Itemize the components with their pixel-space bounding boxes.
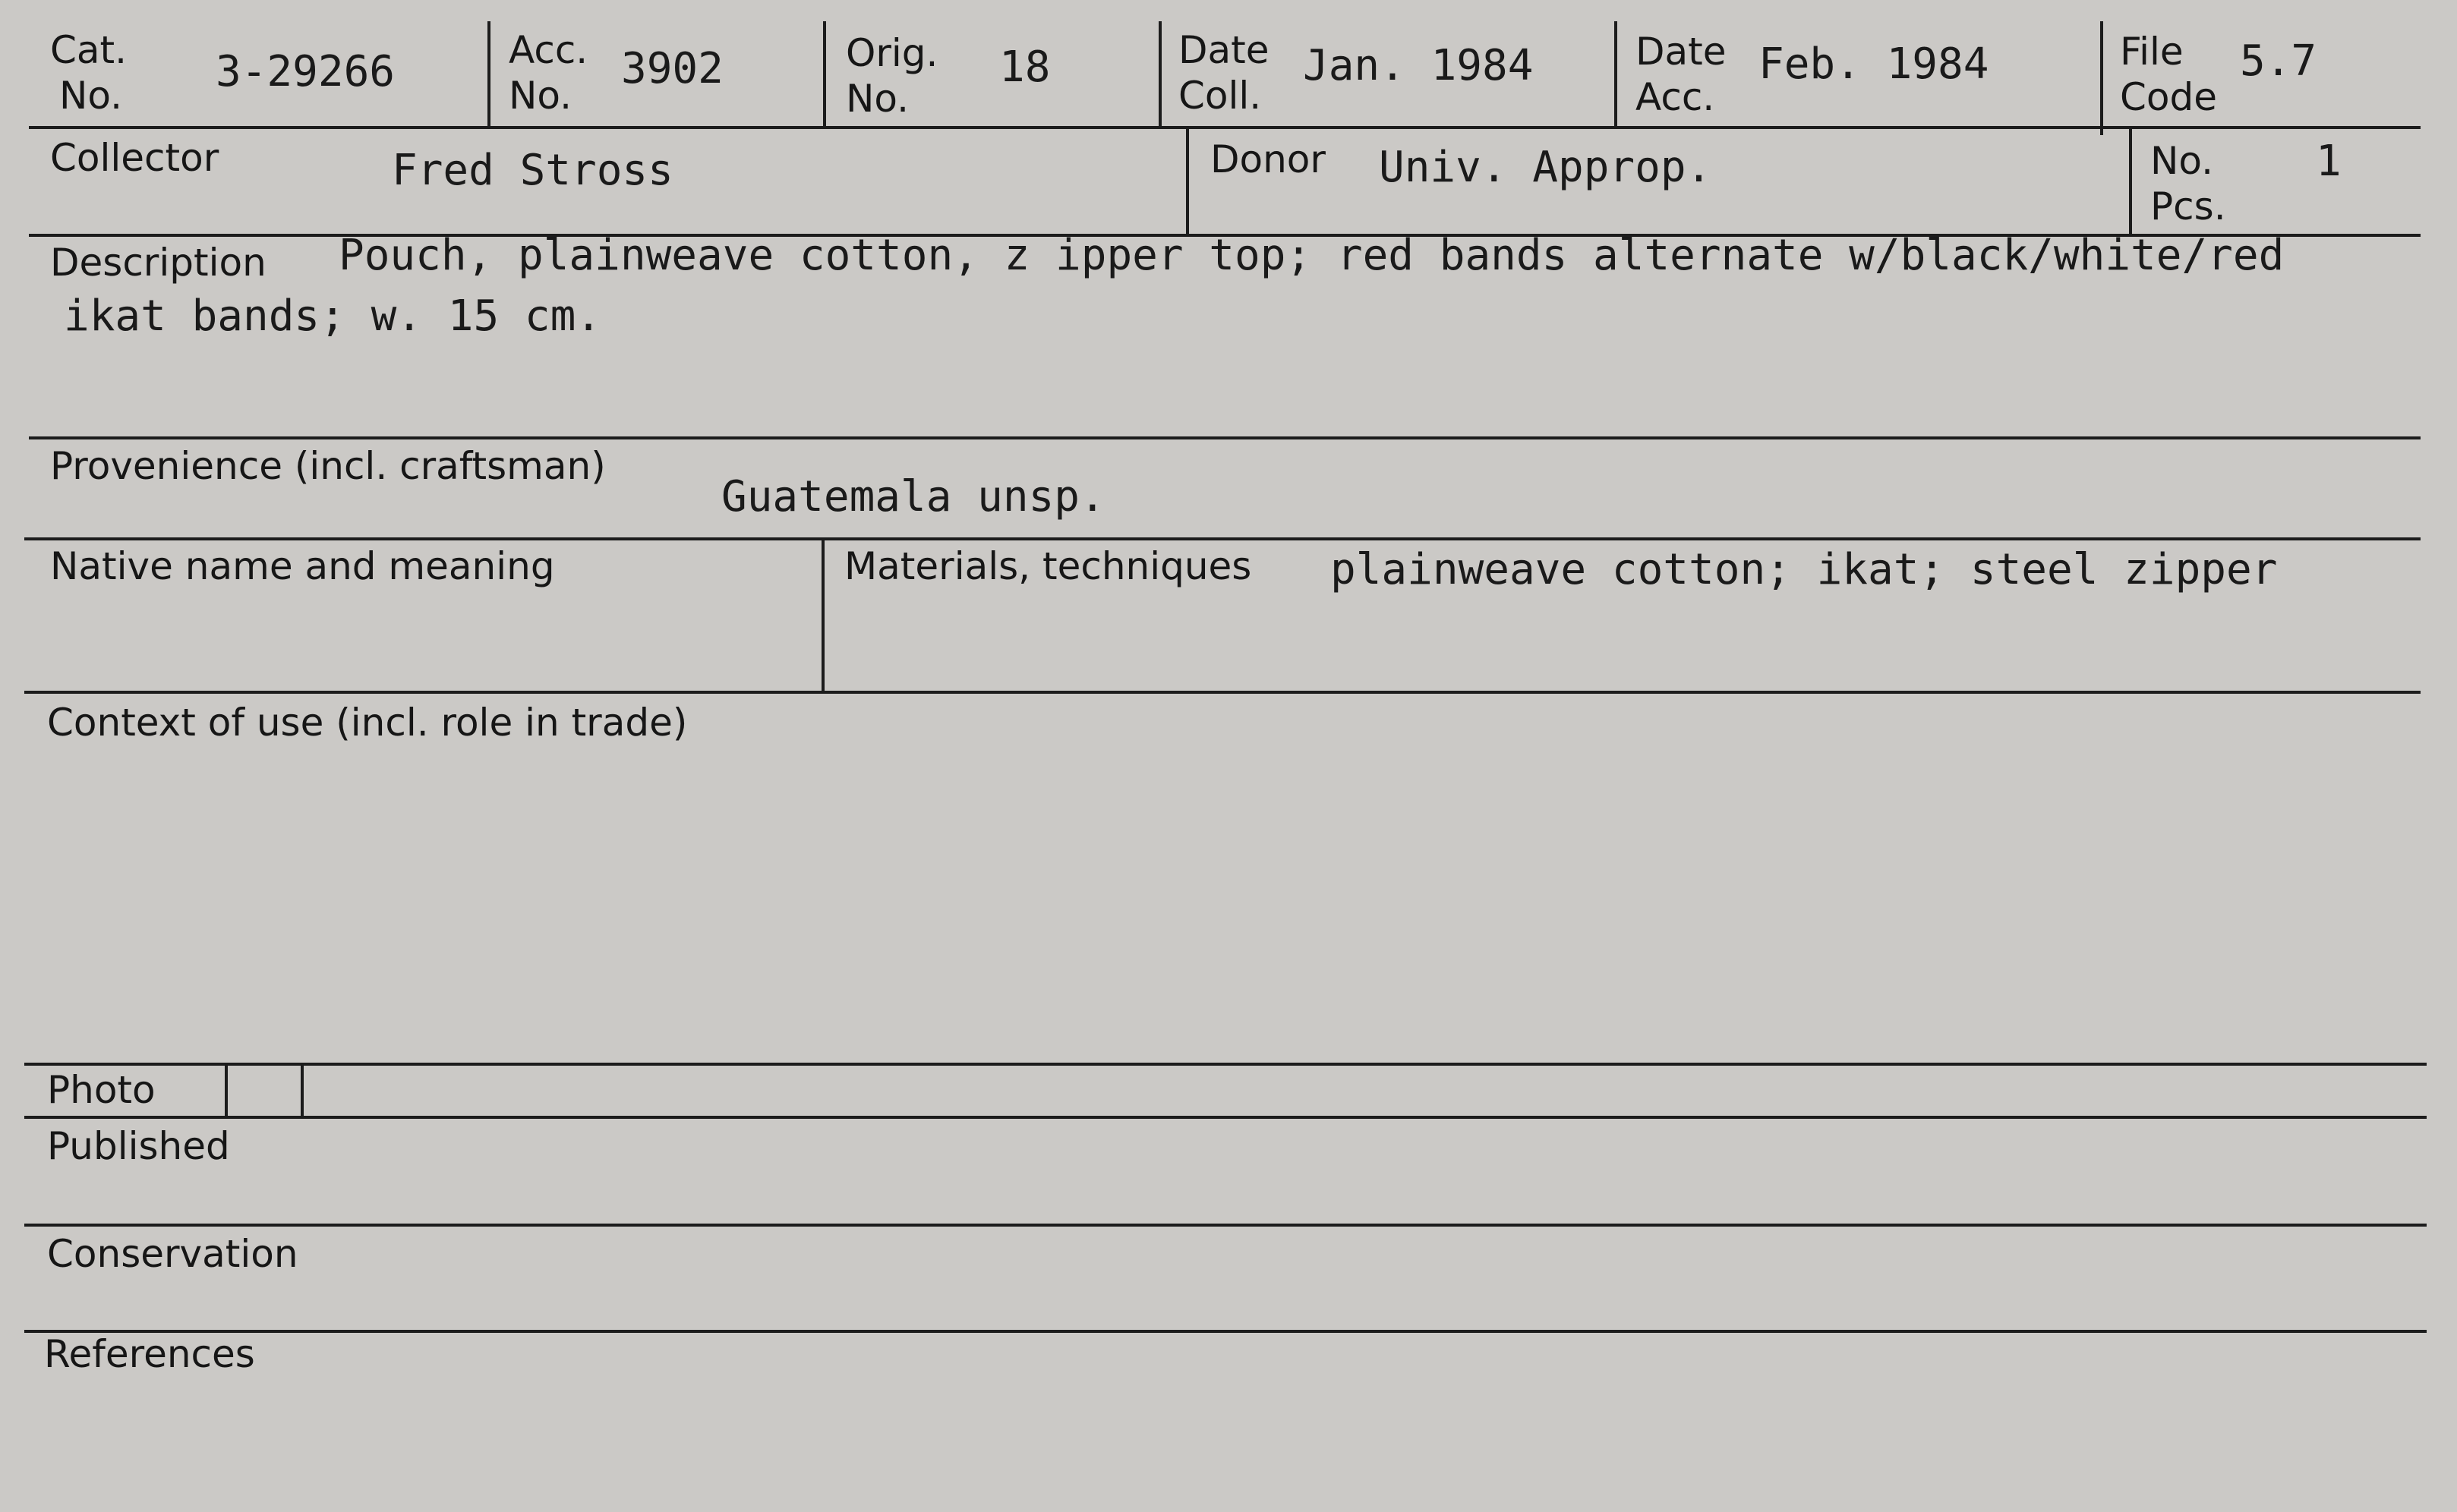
donor-value: Univ. Approp.: [1379, 143, 1712, 192]
photo-label: Photo: [47, 1068, 156, 1112]
rule-context-bottom: [24, 1063, 2427, 1066]
orig-no-label: Orig. No.: [846, 31, 938, 121]
cat-no-value: 3-29266: [216, 47, 396, 96]
native-name-label: Native name and meaning: [50, 544, 555, 588]
date-coll-label: Date Coll.: [1178, 28, 1270, 118]
pieces-value: 1: [2316, 137, 2342, 186]
divider-collector-donor: [1186, 128, 1189, 235]
date-coll-value: Jan. 1984: [1303, 41, 1534, 90]
context-label: Context of use (incl. role in trade): [47, 701, 688, 745]
collector-label: Collector: [50, 136, 219, 180]
photo-box-right: [301, 1064, 304, 1117]
description-label: Description: [50, 241, 267, 285]
rule-conservation-bottom: [24, 1330, 2427, 1333]
collector-value: Fred Stross: [392, 146, 673, 195]
rule-native-bottom: [24, 691, 2421, 694]
rule-header-bottom: [29, 126, 2421, 129]
rule-description-bottom: [29, 436, 2421, 439]
acc-no-label: Acc. No.: [509, 28, 588, 118]
divider-dateacc-file: [2100, 21, 2103, 135]
rule-published-bottom: [24, 1224, 2427, 1227]
description-value-line1: Pouch, plainweave cotton, z ipper top; red bands alternate w/black/white/red: [339, 231, 2285, 280]
materials-value: plainweave cotton; ikat; steel zipper: [1330, 545, 2278, 594]
divider-datecoll-dateacc: [1614, 21, 1617, 128]
pieces-label: No. Pcs.: [2150, 139, 2226, 228]
divider-cat-acc: [487, 21, 490, 128]
orig-no-value: 18: [999, 43, 1051, 92]
conservation-label: Conservation: [47, 1232, 298, 1276]
date-acc-value: Feb. 1984: [1758, 39, 1989, 89]
description-value-line2: ikat bands; w. 15 cm.: [64, 291, 602, 341]
cat-no-label: Cat. No.: [50, 28, 128, 118]
provenience-value: Guatemala unsp.: [721, 472, 1105, 521]
divider-orig-datecoll: [1159, 21, 1162, 128]
provenience-label: Provenience (incl. craftsman): [50, 444, 606, 488]
divider-acc-orig: [823, 21, 826, 128]
published-label: Published: [47, 1124, 230, 1168]
rule-photo-bottom: [24, 1116, 2427, 1119]
file-code-value: 5.7: [2240, 36, 2317, 86]
file-code-label: File Code: [2120, 30, 2218, 119]
materials-label: Materials, techniques: [844, 544, 1252, 588]
photo-box-left: [225, 1064, 228, 1117]
references-label: References: [44, 1332, 255, 1376]
acc-no-value: 3902: [621, 44, 724, 93]
divider-native-materials: [822, 539, 825, 692]
donor-label: Donor: [1210, 137, 1326, 181]
date-acc-label: Date Acc.: [1635, 30, 1727, 119]
divider-donor-pieces: [2129, 128, 2132, 235]
